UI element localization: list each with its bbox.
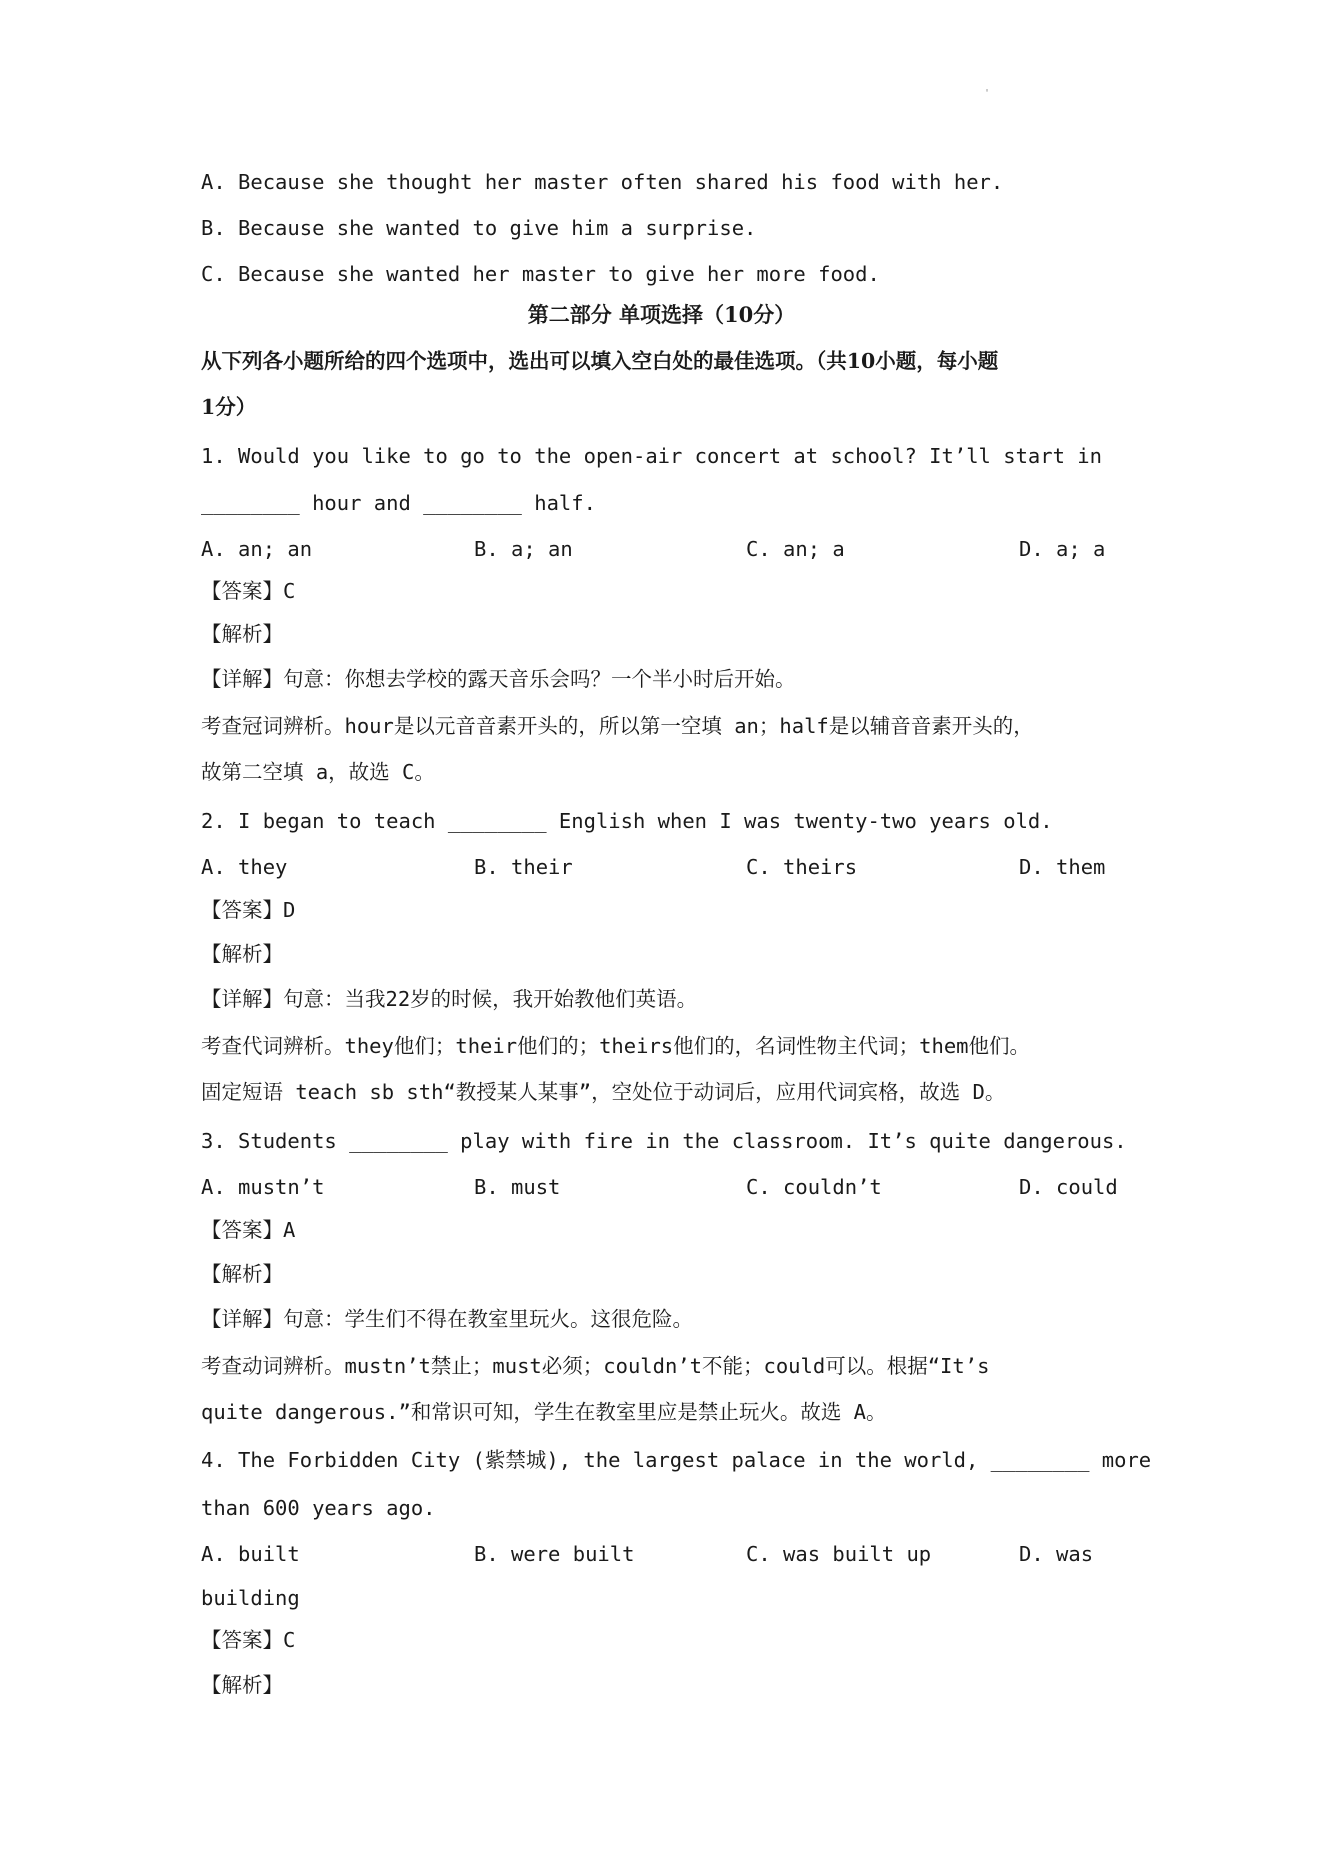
q3-option-c: C. couldn’t xyxy=(746,1175,882,1199)
q1-stem-line-2: ________ hour and ________ half. xyxy=(201,491,596,515)
q4-analysis: 【解析】 xyxy=(201,1673,283,1697)
instruction-line-1: 从下列各小题所给的四个选项中，选出可以填入空白处的最佳选项。（共10小题，每小题 xyxy=(201,349,999,373)
page-mark: ' xyxy=(984,88,991,99)
q3-analysis: 【解析】 xyxy=(201,1262,283,1286)
q3-option-a: A. mustn’t xyxy=(201,1175,325,1199)
q4-option-a: A. built xyxy=(201,1542,300,1566)
q3-option-d: D. could xyxy=(1019,1175,1118,1199)
q4-stem-line-2: than 600 years ago. xyxy=(201,1496,436,1520)
q1-option-a: A. an; an xyxy=(201,537,313,561)
q2-answer: 【答案】D xyxy=(201,898,296,922)
q3-detail: 【详解】句意：学生们不得在教室里玩火。这很危险。 xyxy=(201,1307,693,1331)
prev-option-c: C. Because she wanted her master to give her more food. xyxy=(201,262,880,286)
q2-option-d: D. them xyxy=(1019,855,1106,879)
instruction-line-2: 1分） xyxy=(201,395,257,419)
q4-stem-line-1: 4. The Forbidden City (紫禁城), the largest palace in the world, ________ more xyxy=(201,1448,1152,1472)
q1-explain-line-1: 考查冠词辨析。hour是以元音音素开头的，所以第一空填 an；half是以辅音音素开头的， xyxy=(201,714,1034,738)
q3-answer: 【答案】A xyxy=(201,1218,296,1242)
q4-option-d-wrap: building xyxy=(201,1586,300,1610)
q1-analysis: 【解析】 xyxy=(201,622,283,646)
q4-option-c: C. was built up xyxy=(746,1542,932,1566)
section-title: 第二部分 单项选择（10分） xyxy=(527,302,796,327)
q1-explain-line-2: 故第二空填 a，故选 C。 xyxy=(201,760,435,784)
q2-explain-line-2: 固定短语 teach sb sth“教授某人某事”，空处位于动词后，应用代词宾格，故选 D。 xyxy=(201,1080,1006,1104)
q1-stem-line-1: 1. Would you like to go to the open-air concert at school? It’ll start in xyxy=(201,444,1102,468)
q3-stem: 3. Students ________ play with fire in the classroom. It’s quite dangerous. xyxy=(201,1129,1127,1153)
q2-analysis: 【解析】 xyxy=(201,942,283,966)
q1-option-c: C. an; a xyxy=(746,537,845,561)
prev-option-a: A. Because she thought her master often shared his food with her. xyxy=(201,170,1004,194)
q2-stem: 2. I began to teach ________ English when I was twenty-two years old. xyxy=(201,809,1053,833)
q1-option-d: D. a; a xyxy=(1019,537,1106,561)
q2-explain-line-1: 考查代词辨析。they他们；their他们的；theirs他们的，名词性物主代词；them他们。 xyxy=(201,1034,1030,1058)
q4-option-d: D. was xyxy=(1019,1542,1094,1566)
q2-option-a: A. they xyxy=(201,855,288,879)
q3-explain-line-2: quite dangerous.”和常识可知，学生在教室里应是禁止玩火。故选 A。 xyxy=(201,1400,887,1424)
q3-option-b: B. must xyxy=(474,1175,561,1199)
prev-option-b: B. Because she wanted to give him a surprise. xyxy=(201,216,757,240)
q2-option-b: B. their xyxy=(474,855,573,879)
q2-detail: 【详解】句意：当我22岁的时候，我开始教他们英语。 xyxy=(201,987,698,1011)
q3-explain-line-1: 考查动词辨析。mustn’t禁止；must必须；couldn’t不能；could可以。根据“It’s xyxy=(201,1354,990,1378)
q2-option-c: C. theirs xyxy=(746,855,858,879)
q4-option-b: B. were built xyxy=(474,1542,635,1566)
q1-answer: 【答案】C xyxy=(201,579,296,603)
q1-option-b: B. a; an xyxy=(474,537,573,561)
q1-detail: 【详解】句意：你想去学校的露天音乐会吗？一个半小时后开始。 xyxy=(201,667,796,691)
q4-answer: 【答案】C xyxy=(201,1628,296,1652)
